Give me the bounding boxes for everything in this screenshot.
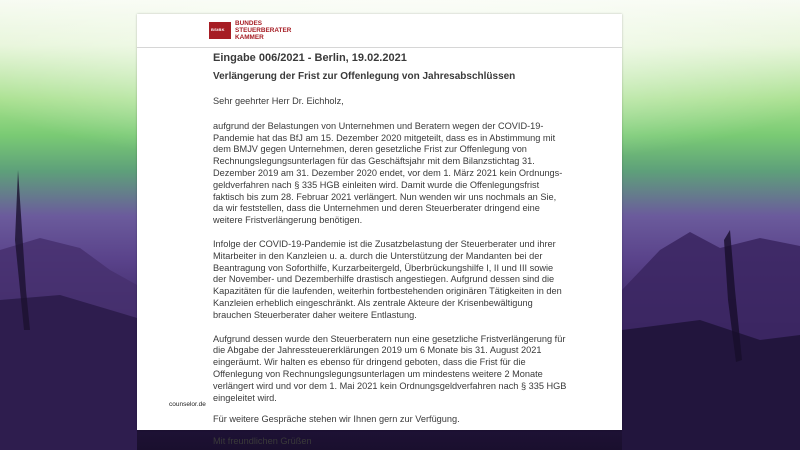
hill-left (0, 295, 137, 450)
hill-right (622, 320, 800, 450)
logo-line-2: STEUERBERATER (235, 27, 292, 34)
bstbk-logo (209, 22, 231, 39)
paragraph-1: aufgrund der Belastungen von Unternehmen und Beratern wegen der COVID-19- Pandemie hat das BfJ am 15. Dezember 2020 mitgeteilt, dass es in Abstimmung mit dem BMJV gegen Unternehmen, deren gesetzliche Frist zur Offenlegung von Rechnungslegungsunterlagen für das Geschäftsjahr mit dem Bilanzstichtag 31. Dezember 2019 am 31. Dezember 2020 endet, vor dem 1. März 2021 kein Ordnungs- geldverfahren nach § 335 HGB einleiten wird. Damit wurde die Offenlegungsfrist faktisch bis zum 28. Februar 2021 verlängert. Nun wenden wir uns nochmals an Sie, da wir feststellen, dass die Unternehmen und deren Steuerberater dringend eine weitere Fristverlängerung benötigen. (213, 120, 563, 226)
subject-line: Verlängerung der Frist zur Offenlegung von Jahresabschlüssen (213, 71, 516, 82)
salutation: Sehr geehrter Herr Dr. Eichholz, (213, 96, 344, 106)
letter-document (137, 14, 622, 447)
paragraph-3: Aufgrund dessen wurde den Steuerberatern nun eine gesetzliche Fristverlängerung für die Abgabe der Jahressteuererklärungen 2019 um 6 Monate bis 31. August 2021 eingeräumt. Wir halten es ebenso für dringend geboten, dass die Frist für die Offenlegung von Rechnungslegungsunterlagen um mindestens weitere 2 Monate verlängert wird und vor dem 1. Mai 2021 kein Ordnungsgeldverfahren nach § 335 HGB eingeleitet wird. (213, 333, 567, 403)
logo-mark-text: BStBK (211, 27, 225, 32)
letter-body (213, 51, 613, 448)
logo-line-1: BUNDES (235, 20, 262, 27)
paragraph-2: Infolge der COVID-19-Pandemie ist die Zusatzbelastung der Steuerberater und ihrer Mitarbeiter in den Kanzleien u. a. durch die Unterstützung der Mandanten bei der Beantragung von Soforthilfe, Kurzarbeitergeld, Überbrückungshilfe I, II und III sowie der November- und Dezemberhilfe drastisch angestiegen. Aufgrund dessen sind die Kapazitäten für die laufenden, weiterhin fortbestehenden originären Tätigkeiten in den Kanzleien erheblich eingeschränkt. Als zentrale Akteure der Krisenbewältigung brauchen Steuerberater daher weitere Entlastung. (213, 238, 562, 320)
logo-line-3: KAMMER (235, 34, 264, 41)
logo-wordmark (235, 20, 291, 41)
source-watermark: counselor.de (169, 401, 206, 408)
closing-line: Für weitere Gespräche stehen wir Ihnen gern zur Verfügung. (213, 414, 460, 425)
regards-line: Mit freundlichen Grüßen (213, 436, 312, 447)
reference-line: Eingabe 006/2021 - Berlin, 19.02.2021 (213, 52, 407, 64)
letter-header (137, 14, 622, 48)
